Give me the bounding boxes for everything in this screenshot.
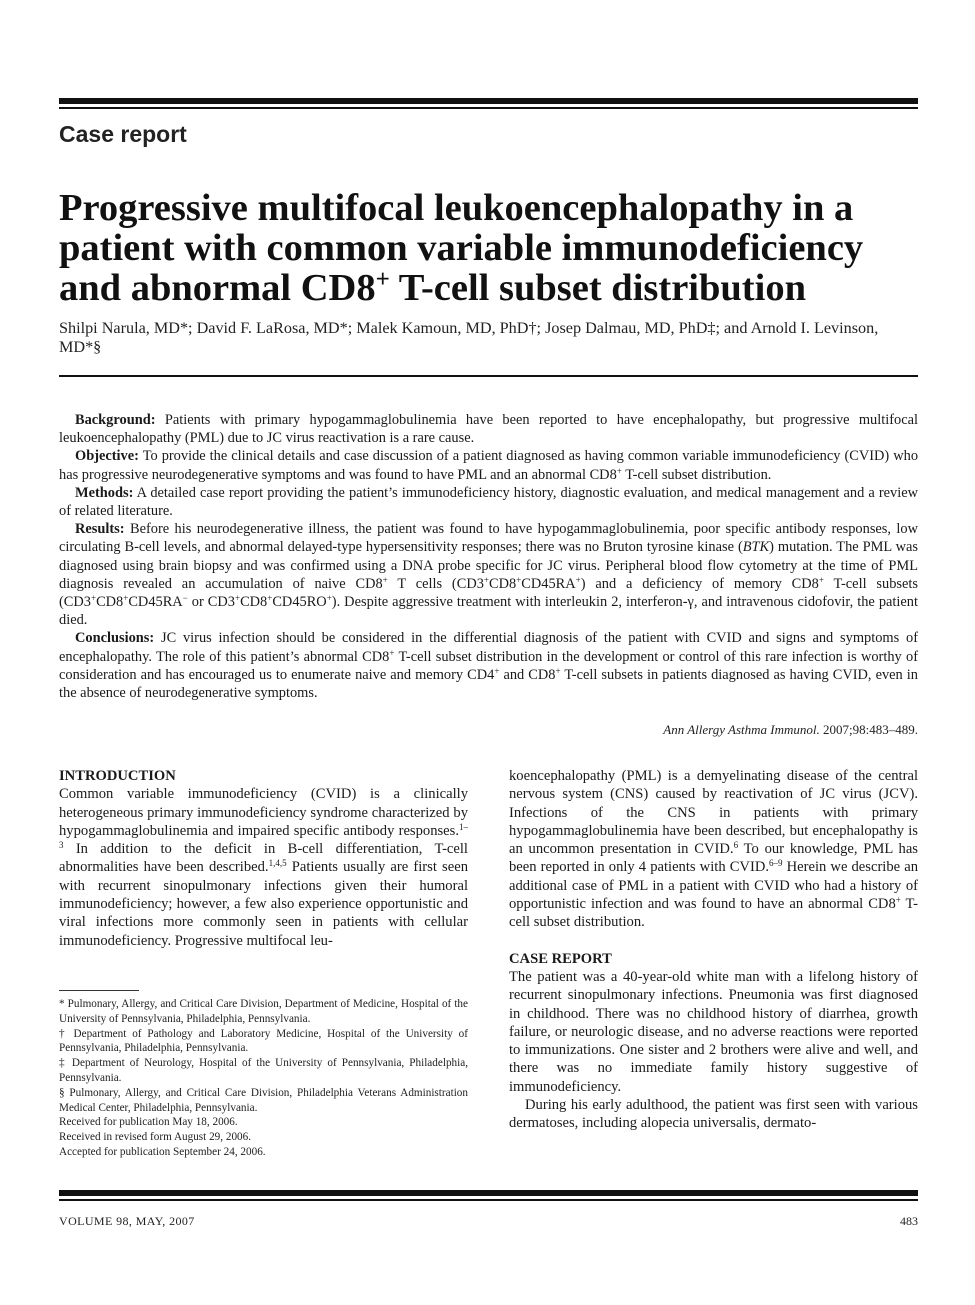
volume-info: VOLUME 98, MAY, 2007 <box>59 1214 195 1228</box>
footnotes <box>59 997 468 1160</box>
footnote-affiliation-4: § Pulmonary, Allergy, and Critical Care Division, Philadelphia Veterans Administration Medical Center, Philadelphia, Pennsylvania. <box>59 1086 468 1114</box>
title-part-2: T-cell subset distribution <box>389 267 806 309</box>
footnote-affiliation-3: ‡ Department of Neurology, Hospital of the University of Pennsylvania, Philadelphia, Pennsylvania. <box>59 1057 468 1084</box>
left-column <box>59 767 468 950</box>
bottom-rule-thin <box>59 1199 918 1201</box>
abstract-background: Background: Patients with primary hypogammaglobulinemia have been reported to have encephalopathy, but progressive multifocal leukoencephalopathy (PML) due to JC virus reactivation is a rare cause. <box>59 412 918 447</box>
right-column <box>509 767 918 1133</box>
footnote-accepted: Accepted for publication September 24, 2006. <box>59 1145 266 1158</box>
footnote-received: Received for publication May 18, 2006. <box>59 1116 238 1129</box>
introduction-heading: INTRODUCTION <box>59 768 176 784</box>
journal-citation: Ann Allergy Asthma Immunol. 2007;98:483–489. <box>663 722 918 737</box>
footnote-affiliation-1: * Pulmonary, Allergy, and Critical Care Division, Department of Medicine, Hospital of the University of Pennsylvania, Philadelphia, Pennsylvania. <box>59 998 468 1025</box>
introduction-continuation: koencephalopathy (PML) is a demyelinating disease of the central nervous system (CNS) caused by reactivation of JC virus (JCV). Infections of the CNS in patients with primary hypogammaglobulinemia have been described, but encephalopathy is an uncommon presentation in CVID.$^6$ To our knowledge, PML has been reported in only 4 patients with CVID.$^{6-9}$ Herein we describe an additional case of PML in a patient with CVID who had a history of opportunistic infection and was found to have an abnormal CD8+ T-cell subset distribution. <box>509 768 918 931</box>
bottom-rule-thick <box>59 1190 918 1196</box>
footnote-revised: Received in revised form August 29, 2006. <box>59 1131 252 1144</box>
article-title <box>59 188 929 308</box>
footnote-affiliation-2: † Department of Pathology and Laboratory Medicine, Hospital of the University of Pennsylvania, Philadelphia, Pennsylvania. <box>59 1027 468 1055</box>
abstract-objective: Objective: To provide the clinical details and case discussion of a patient diagnosed as having common variable immunodeficiency (CVID) who has progressive neurodegenerative symptoms and was found to have PML and an abnormal CD8+ T-cell subset distribution. <box>59 448 919 483</box>
page-number: 483 <box>900 1214 918 1228</box>
title-divider <box>59 375 918 377</box>
top-rule-thick <box>59 98 918 104</box>
footnote-divider <box>59 990 139 991</box>
abstract <box>59 411 918 702</box>
section-label: Case report <box>59 121 187 147</box>
case-report-paragraph-1: The patient was a 40-year-old white man with a lifelong history of recurrent sinopulmonary infections. Pneumonia was first diagnosed in childhood. There was no childhood history of diarrhea, growth failure, or neurologic disease, and no adverse reactions were reported to immunizations. One sister and 2 brothers were alive and well, and there was no immediate family history suggestive of immunodeficiency. <box>509 968 918 1095</box>
abstract-methods: Methods: A detailed case report providing the patient’s immunodeficiency history, diagnostic evaluation, and medical management and a review of related literature. <box>59 484 918 520</box>
abstract-results: Results: Before his neurodegenerative illness, the patient was found to have hypogammaglobulinemia, poor specific antibody responses, low circulating B-cell levels, and abnormal delayed-type hypersensitivity responses; there was no Bruton tyrosine kinase (BTK) mutation. The PML was diagnosed using brain biopsy and was confirmed using a DNA probe specific for JC virus. Peripheral blood flow cytometry at the time of PML diagnosis revealed an accumulation of naive CD8+ T cells (CD3+CD8+CD45RA+) and a deficiency of memory CD8+ T-cell subsets (CD3+CD8+CD45RA− or CD3+CD8+CD45RO+). Despite aggressive treatment with interleukin 2, interferon-γ, and intravenous cidofovir, the patient died. <box>59 521 918 629</box>
title-part-1: Progressive multifocal leukoencephalopathy in a patient with common variable immunodeficiency and abnormal CD8 <box>59 187 864 309</box>
abstract-conclusions: Conclusions: JC virus infection should be considered in the differential diagnosis of the patient with CVID and signs and symptoms of encephalopathy. The role of this patient’s abnormal CD8+ T-cell subset distribution in the development or control of this rare infection is worthy of consideration and has encouraged us to enumerate naive and memory CD4+ and CD8+ T-cell subsets in patients diagnosed as having CVID, even in the absence of neurodegenerative symptoms. <box>59 630 918 702</box>
top-rule-thin <box>59 107 918 109</box>
title-superscript: + <box>375 266 390 293</box>
case-report-paragraph-2: During his early adulthood, the patient was first seen with various dermatoses, including alopecia universalis, dermato- <box>509 1097 918 1132</box>
case-report-heading: CASE REPORT <box>509 950 612 967</box>
introduction-paragraph: Common variable immunodeficiency (CVID) is a clinically heterogeneous primary immunodeficiency syndrome characterized by hypogammaglobulinemia and impaired specific antibody responses.$^{1-3}$ In addition to the deficit in B-cell differentiation, T-cell abnormalities have been described.$^{1,4,5}$ Patients usually are first seen with recurrent sinopulmonary infections given their humoral immunodeficiency; however, a few also experience opportunistic and viral infections more commonly seen in patients with cellular immunodeficiency. Progressive multifocal leu- <box>59 786 468 949</box>
author-list: Shilpi Narula, MD*; David F. LaRosa, MD*; Malek Kamoun, MD, PhD†; Josep Dalmau, MD, PhD‡; and Arnold I. Levinson, MD*§ <box>59 319 879 356</box>
